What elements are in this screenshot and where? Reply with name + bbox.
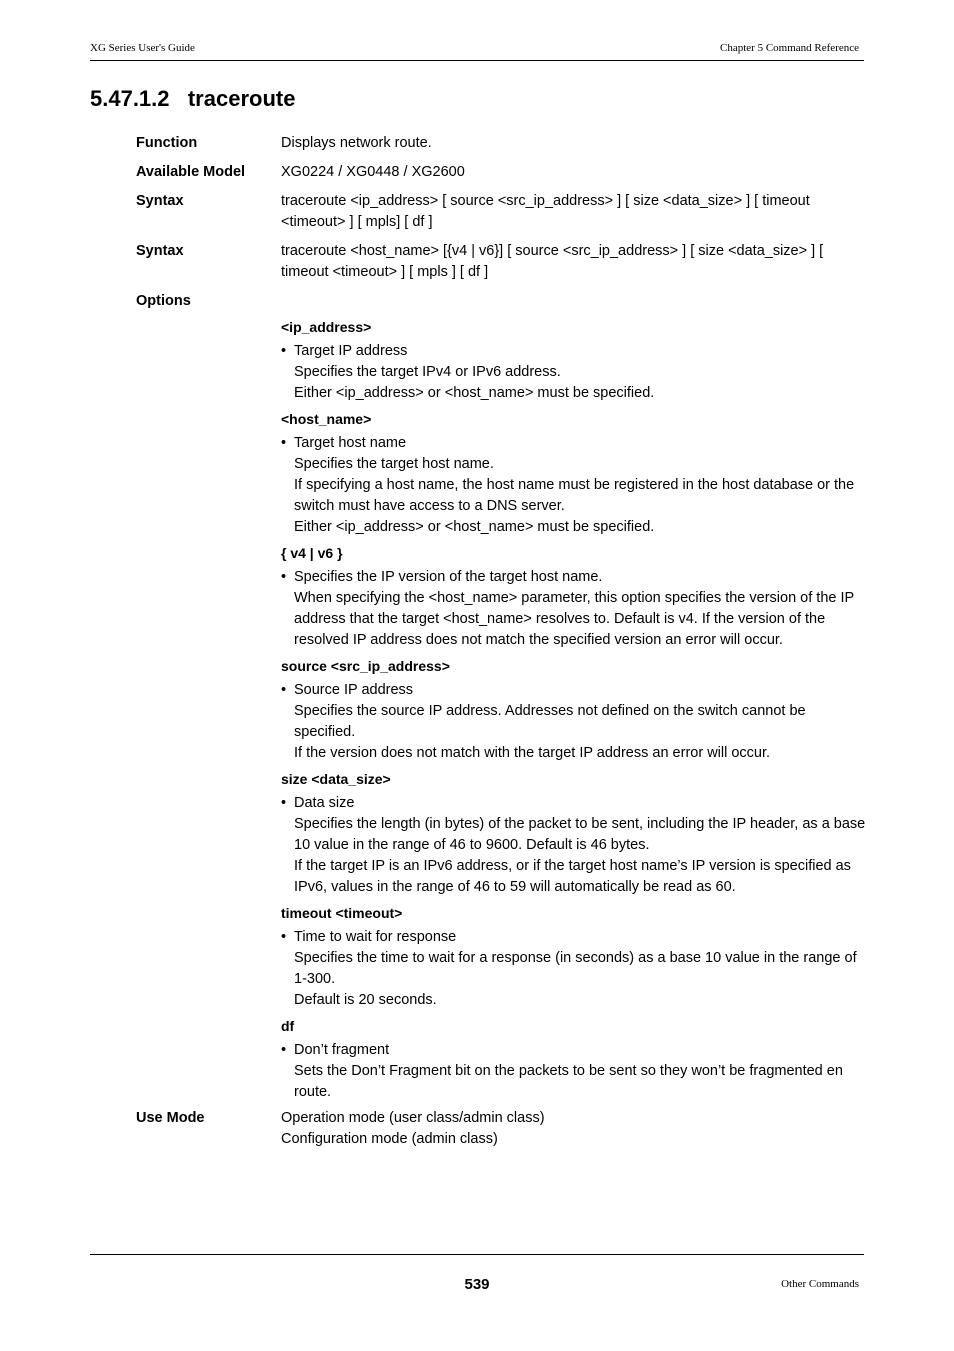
- option-description: Specifies the time to wait for a response (in seconds) as a base 10 value in the range of 1-300.: [294, 950, 857, 987]
- syntax-label: Syntax: [136, 193, 184, 209]
- syntax-value: traceroute <ip_address> [ source <src_ip_address> ] [ size <data_size> ] [ timeout <timeout> ] [ mpls] [ df ]: [281, 193, 810, 230]
- option-name: timeout <timeout>: [281, 905, 403, 921]
- function-value: Displays network route.: [281, 135, 432, 151]
- option-description: Specifies the source IP address. Addresses not defined on the switch cannot be specified.: [294, 703, 806, 740]
- bullet-glyph: •: [281, 343, 287, 359]
- options-list: [281, 317, 866, 1103]
- option-item: [281, 656, 866, 764]
- use-mode-row: [136, 1108, 866, 1150]
- bullet-glyph: •: [281, 1042, 287, 1058]
- header-rule: [90, 60, 864, 61]
- option-description: If the version does not match with the target IP address an error will occur.: [294, 745, 771, 761]
- option-name: { v4 | v6 }: [281, 545, 343, 561]
- option-description: Specifies the target IPv4 or IPv6 address.: [294, 364, 561, 380]
- function-label: Function: [136, 135, 198, 151]
- command-reference-body: [136, 133, 866, 1158]
- bullet-glyph: •: [281, 929, 287, 945]
- option-name: source <src_ip_address>: [281, 658, 450, 674]
- option-item: [281, 903, 866, 1011]
- option-bullet: [281, 1040, 866, 1061]
- available-model-value: XG0224 / XG0448 / XG2600: [281, 164, 465, 180]
- running-header-right: Chapter 5 Command Reference: [720, 42, 859, 54]
- option-bullet-text: Specifies the IP version of the target host name.: [294, 569, 603, 585]
- bullet-glyph: •: [281, 795, 287, 811]
- option-name: size <data_size>: [281, 771, 391, 787]
- option-name: <host_name>: [281, 411, 372, 427]
- function-row: [136, 133, 866, 154]
- option-description: When specifying the <host_name> parameter, this option specifies the version of the IP address that the target <host_name> resolves to. Default is v4. If the version of the resolved IP address does not match the specified version an error will occur.: [294, 590, 854, 648]
- options-row: [136, 291, 866, 312]
- bullet-glyph: •: [281, 682, 287, 698]
- option-description: Sets the Don’t Fragment bit on the packets to be sent so they won’t be fragmented en route.: [294, 1063, 843, 1100]
- footer-rule: [90, 1254, 864, 1255]
- syntax-row-ip: [136, 191, 866, 233]
- syntax-label: Syntax: [136, 243, 184, 259]
- option-bullet: [281, 433, 866, 454]
- options-label: Options: [136, 293, 191, 309]
- option-bullet: [281, 341, 866, 362]
- available-model-row: [136, 162, 866, 183]
- option-item: [281, 317, 866, 404]
- option-bullet-text: Data size: [294, 795, 355, 811]
- option-description: Default is 20 seconds.: [294, 992, 437, 1008]
- option-item: [281, 543, 866, 651]
- option-bullet: [281, 567, 866, 588]
- option-bullet-text: Source IP address: [294, 682, 414, 698]
- available-model-label: Available Model: [136, 164, 246, 180]
- use-mode-line: Configuration mode (admin class): [281, 1131, 498, 1147]
- option-bullet-text: Target host name: [294, 435, 407, 451]
- use-mode-label: Use Mode: [136, 1110, 205, 1126]
- running-footer-right: Other Commands: [781, 1278, 859, 1290]
- option-item: [281, 769, 866, 898]
- running-header-left: XG Series User's Guide: [90, 42, 195, 54]
- bullet-glyph: •: [281, 435, 287, 451]
- option-item: [281, 409, 866, 538]
- option-description: Specifies the target host name.: [294, 456, 494, 472]
- page-number: 539: [464, 1276, 490, 1293]
- option-bullet: [281, 927, 866, 948]
- syntax-row-host: [136, 241, 866, 283]
- syntax-value: traceroute <host_name> [{v4 | v6}] [ source <src_ip_address> ] [ size <data_size> ] [ timeout <timeout> ] [ mpls ] [ df ]: [281, 243, 824, 280]
- option-bullet-text: Time to wait for response: [294, 929, 457, 945]
- bullet-glyph: •: [281, 569, 287, 585]
- option-bullet: [281, 793, 866, 814]
- use-mode-line: Operation mode (user class/admin class): [281, 1110, 545, 1126]
- section-title: 5.47.1.2 traceroute: [90, 86, 296, 111]
- option-description: If the target IP is an IPv6 address, or if the target host name’s IP version is specified as IPv6, values in the range of 46 to 59 will automatically be read as 60.: [294, 858, 851, 895]
- option-bullet: [281, 680, 866, 701]
- option-bullet-text: Target IP address: [294, 343, 408, 359]
- option-item: [281, 1016, 866, 1103]
- option-bullet-text: Don’t fragment: [294, 1042, 390, 1058]
- option-description: If specifying a host name, the host name must be registered in the host database or the switch must have access to a DNS server.: [294, 477, 855, 514]
- option-name: df: [281, 1018, 295, 1034]
- option-name: <ip_address>: [281, 319, 372, 335]
- option-description: Either <ip_address> or <host_name> must be specified.: [294, 519, 655, 535]
- option-description: Specifies the length (in bytes) of the packet to be sent, including the IP header, as a base 10 value in the range of 46 to 9600. Default is 46 bytes.: [294, 816, 866, 853]
- use-mode-value: [281, 1108, 866, 1150]
- option-description: Either <ip_address> or <host_name> must be specified.: [294, 385, 655, 401]
